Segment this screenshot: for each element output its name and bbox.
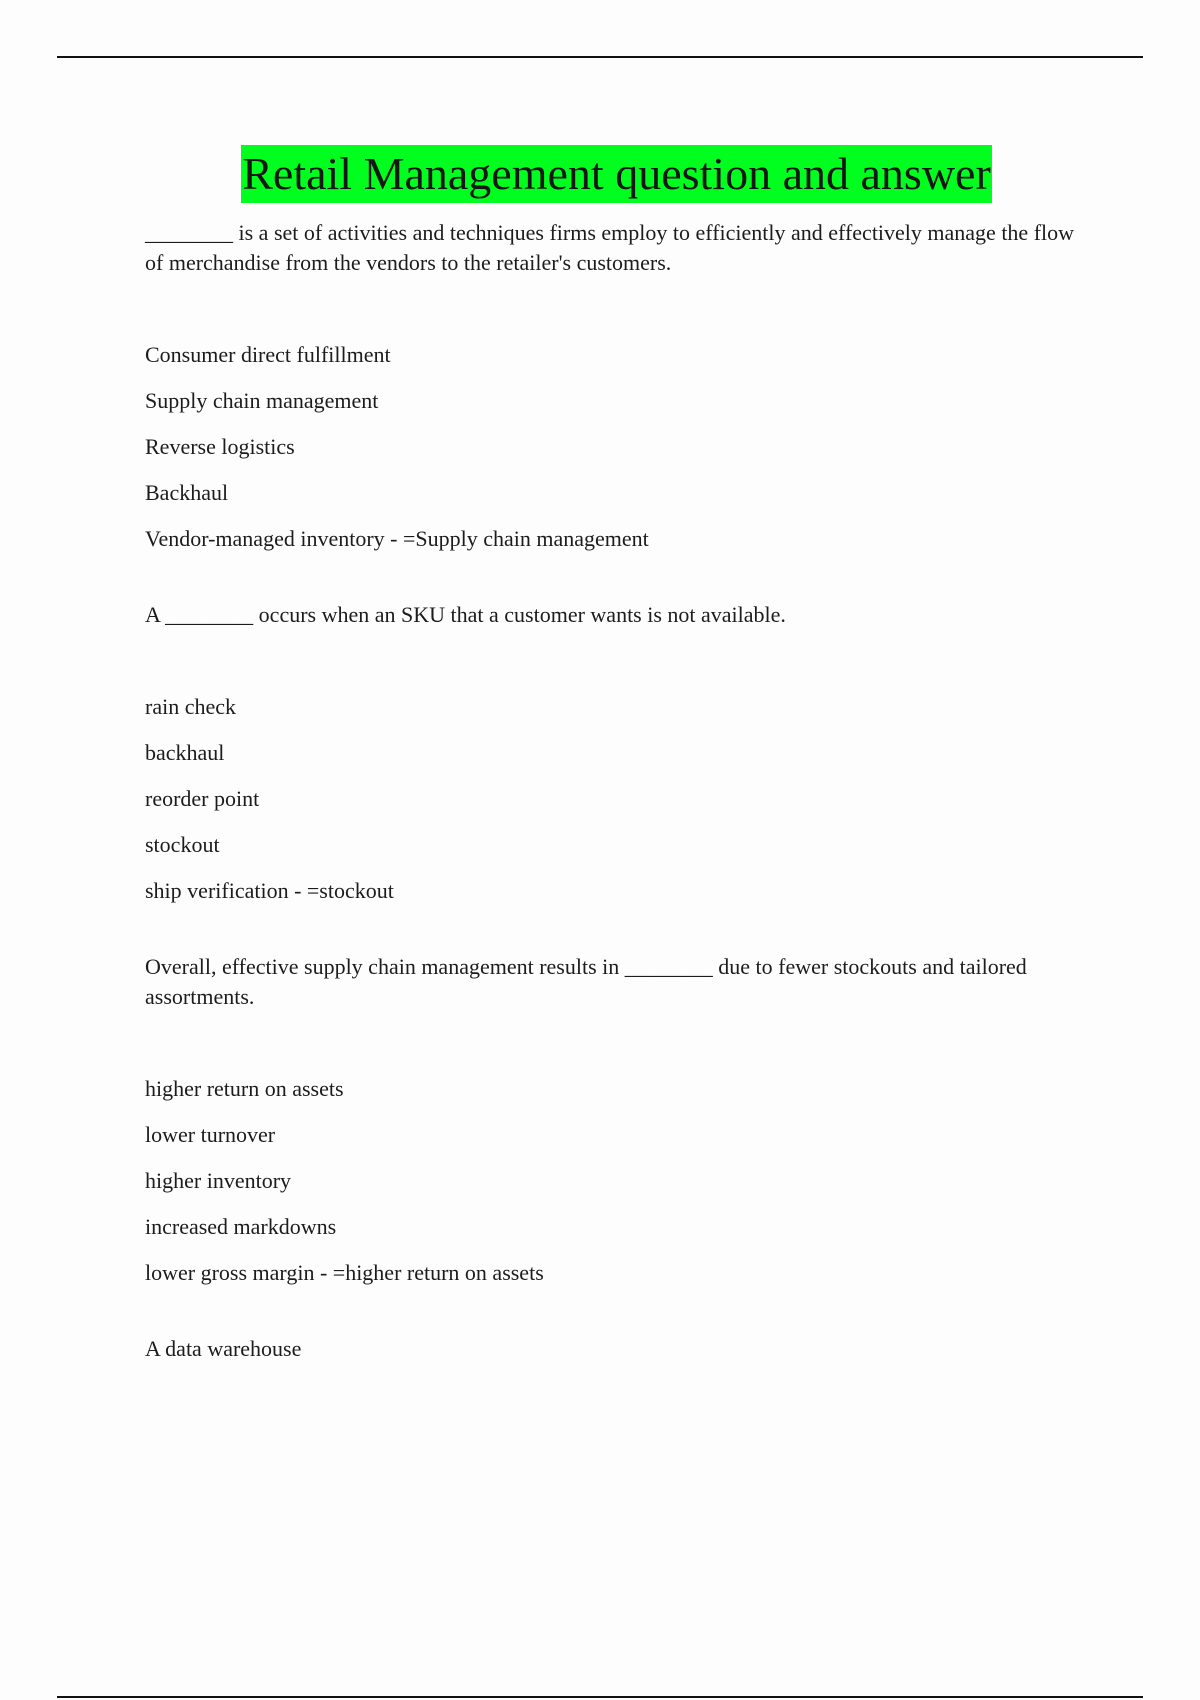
question-text: A ________ occurs when an SKU that a customer wants is not available. xyxy=(145,602,786,627)
question-block-4 xyxy=(145,1334,1090,1364)
answer-option: Vendor-managed inventory - =Supply chain management xyxy=(145,526,649,551)
answer-option: ship verification - =stockout xyxy=(145,878,394,903)
question-text: ________ is a set of activities and techniques firms employ to efficiently and effectively manage the flow of merchandise from the vendors to the retailer's customers. xyxy=(145,220,1075,275)
answer-option: stockout xyxy=(145,832,220,857)
answer-options xyxy=(145,340,1090,554)
bottom-rule xyxy=(57,1696,1143,1698)
answer-option: higher return on assets xyxy=(145,1076,344,1101)
answer-option: higher inventory xyxy=(145,1168,292,1193)
questions-container xyxy=(145,218,1090,1410)
answer-options xyxy=(145,1074,1090,1288)
answer-option: lower gross margin - =higher return on assets xyxy=(145,1260,544,1285)
document-title: Retail Management question and answer xyxy=(241,145,992,203)
answer-option: reorder point xyxy=(145,786,260,811)
answer-options xyxy=(145,692,1090,906)
top-rule xyxy=(57,56,1143,58)
title-container xyxy=(0,145,1200,203)
question-block-3 xyxy=(145,952,1090,1288)
answer-option: backhaul xyxy=(145,740,225,765)
answer-option: Reverse logistics xyxy=(145,434,295,459)
question-block-1 xyxy=(145,218,1090,554)
question-text: Overall, effective supply chain management results in ________ due to fewer stockouts and tailored assortments. xyxy=(145,954,1027,1009)
question-text: A data warehouse xyxy=(145,1336,302,1361)
answer-option: rain check xyxy=(145,694,236,719)
answer-option: Consumer direct fulfillment xyxy=(145,342,391,367)
question-block-2 xyxy=(145,600,1090,906)
answer-option: Supply chain management xyxy=(145,388,379,413)
answer-option: lower turnover xyxy=(145,1122,276,1147)
answer-option: Backhaul xyxy=(145,480,229,505)
answer-option: increased markdowns xyxy=(145,1214,337,1239)
